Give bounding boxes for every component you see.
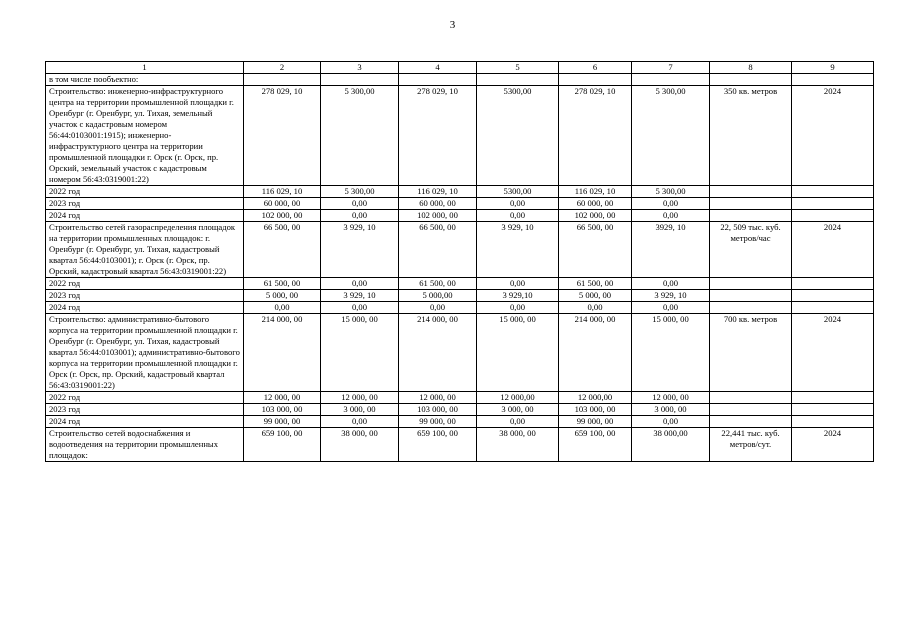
row-value-c2: 103 000, 00 — [244, 404, 321, 416]
row-value-c6: 12 000,00 — [559, 392, 632, 404]
row-value-c7: 0,00 — [632, 278, 710, 290]
row-description: Строительство сетей газораспределения площадок на территории промышленных площадок: г. Оренбург (г. Оренбург, ул. Тихая, кадастровый квартал 56:44:0103001); г. Орск (г. Орск, пр. Орский, кадастровый квартал 56:43:0319001:22) — [46, 222, 244, 278]
row-description: Строительство: инженерно-инфраструктурного центра на территории промышленной площадки г. Оренбург (г. Оренбург, ул. Тихая, земельный участок с кадастровым номером 56:44:0103001:1915); инженерно-инфраструктурного центра на территории промышленной площадки г. Орск (г. Орск, пр. Орский, земельный участок с кадастровым номером 56:43:0319001:22) — [46, 86, 244, 186]
row-value-c6: 66 500, 00 — [559, 222, 632, 278]
row-value-c3: 0,00 — [321, 198, 399, 210]
row-value-c9: 2024 — [792, 222, 874, 278]
row-value-c3: 0,00 — [321, 210, 399, 222]
object-row — [46, 314, 874, 392]
row-value-c4: 116 029, 10 — [399, 186, 477, 198]
row-description: 2023 год — [46, 290, 244, 302]
object-row — [46, 222, 874, 278]
row-description: Строительство: административно-бытового корпуса на территории промышленной площадки г. Оренбург (г. Оренбург, ул. Тихая, кадастровый квартал 56:44:0103001); административно-бытового корпуса на территории промышленной площадки г. Орск (г. Орск, пр. Орский, кадастровый квартал 56:43:0319001:22) — [46, 314, 244, 392]
row-value-c6: 278 029, 10 — [559, 86, 632, 186]
row-value-c4: 5 000,00 — [399, 290, 477, 302]
subtitle-cell: в том числе пообъектно: — [46, 74, 244, 86]
row-value-c4: 60 000, 00 — [399, 198, 477, 210]
row-value-c5: 15 000, 00 — [477, 314, 559, 392]
row-value-c5: 0,00 — [477, 278, 559, 290]
row-description: 2024 год — [46, 302, 244, 314]
row-value-c4: 66 500, 00 — [399, 222, 477, 278]
row-value-c2: 0,00 — [244, 302, 321, 314]
page-number: 3 — [449, 19, 456, 31]
row-value-c6: 659 100, 00 — [559, 428, 632, 462]
year-row — [46, 210, 874, 222]
header-cell: 8 — [710, 62, 792, 74]
year-row — [46, 392, 874, 404]
row-value-c8 — [710, 404, 792, 416]
row-value-c6: 61 500, 00 — [559, 278, 632, 290]
row-value-c9 — [792, 404, 874, 416]
row-value-c2: 12 000, 00 — [244, 392, 321, 404]
row-value-c2: 60 000, 00 — [244, 198, 321, 210]
row-value-c9 — [792, 392, 874, 404]
row-value-c7: 0,00 — [632, 198, 710, 210]
row-value-c3: 15 000, 00 — [321, 314, 399, 392]
row-value-c8 — [710, 210, 792, 222]
row-value-c4: 99 000, 00 — [399, 416, 477, 428]
row-value-c9 — [792, 210, 874, 222]
row-value-c2: 66 500, 00 — [244, 222, 321, 278]
year-row — [46, 278, 874, 290]
row-value-c5: 5300,00 — [477, 186, 559, 198]
row-value-c6: 60 000, 00 — [559, 198, 632, 210]
row-value-c7: 38 000,00 — [632, 428, 710, 462]
row-value-c5: 0,00 — [477, 210, 559, 222]
year-row — [46, 290, 874, 302]
row-value-c6: 99 000, 00 — [559, 416, 632, 428]
row-value-c3: 38 000, 00 — [321, 428, 399, 462]
year-row — [46, 404, 874, 416]
row-value-c7: 0,00 — [632, 302, 710, 314]
row-description: 2023 год — [46, 404, 244, 416]
row-value-c5: 38 000, 00 — [477, 428, 559, 462]
row-value-c3: 3 000, 00 — [321, 404, 399, 416]
row-value-c5: 3 000, 00 — [477, 404, 559, 416]
row-value-c5: 3 929,10 — [477, 290, 559, 302]
row-value-c7: 0,00 — [632, 210, 710, 222]
row-value-c8 — [710, 198, 792, 210]
row-value-c2: 99 000, 00 — [244, 416, 321, 428]
row-value-c8: 700 кв. метров — [710, 314, 792, 392]
header-cell: 7 — [632, 62, 710, 74]
row-value-c6: 116 029, 10 — [559, 186, 632, 198]
row-value-c8 — [710, 186, 792, 198]
row-value-c8 — [710, 278, 792, 290]
row-value-c8: 22,441 тыс. куб. метров/сут. — [710, 428, 792, 462]
row-value-c3: 5 300,00 — [321, 86, 399, 186]
object-row — [46, 86, 874, 186]
budget-table — [45, 61, 874, 462]
row-value-c8 — [710, 302, 792, 314]
row-value-c6: 103 000, 00 — [559, 404, 632, 416]
row-value-c5: 12 000,00 — [477, 392, 559, 404]
row-value-c4: 61 500, 00 — [399, 278, 477, 290]
row-value-c2: 659 100, 00 — [244, 428, 321, 462]
row-value-c4: 659 100, 00 — [399, 428, 477, 462]
header-cell: 4 — [399, 62, 477, 74]
header-cell: 5 — [477, 62, 559, 74]
row-value-c9: 2024 — [792, 428, 874, 462]
row-value-c9 — [792, 416, 874, 428]
header-row — [46, 62, 874, 74]
row-value-c5: 0,00 — [477, 416, 559, 428]
row-value-c5: 3 929, 10 — [477, 222, 559, 278]
row-value-c5: 0,00 — [477, 302, 559, 314]
row-description: 2022 год — [46, 186, 244, 198]
row-value-c3: 0,00 — [321, 416, 399, 428]
header-cell: 2 — [244, 62, 321, 74]
year-row — [46, 198, 874, 210]
row-description: Строительство сетей водоснабжения и водоотведения на территории промышленных площадок: — [46, 428, 244, 462]
subtitle-row — [46, 74, 874, 86]
year-row — [46, 302, 874, 314]
row-value-c8 — [710, 290, 792, 302]
row-value-c8 — [710, 392, 792, 404]
row-value-c5: 5300,00 — [477, 86, 559, 186]
row-description: 2022 год — [46, 392, 244, 404]
row-value-c2: 102 000, 00 — [244, 210, 321, 222]
row-description: 2024 год — [46, 210, 244, 222]
row-value-c9 — [792, 278, 874, 290]
row-description: 2023 год — [46, 198, 244, 210]
year-row — [46, 186, 874, 198]
row-value-c4: 102 000, 00 — [399, 210, 477, 222]
row-value-c4: 278 029, 10 — [399, 86, 477, 186]
row-value-c7: 3 929, 10 — [632, 290, 710, 302]
row-value-c9 — [792, 290, 874, 302]
row-value-c2: 61 500, 00 — [244, 278, 321, 290]
row-value-c7: 12 000, 00 — [632, 392, 710, 404]
row-value-c6: 0,00 — [559, 302, 632, 314]
row-value-c5: 0,00 — [477, 198, 559, 210]
row-value-c6: 102 000, 00 — [559, 210, 632, 222]
row-value-c9 — [792, 198, 874, 210]
row-value-c7: 3929, 10 — [632, 222, 710, 278]
row-value-c9 — [792, 186, 874, 198]
row-value-c4: 214 000, 00 — [399, 314, 477, 392]
row-value-c8: 350 кв. метров — [710, 86, 792, 186]
row-value-c6: 5 000, 00 — [559, 290, 632, 302]
row-value-c4: 0,00 — [399, 302, 477, 314]
row-value-c3: 3 929, 10 — [321, 222, 399, 278]
header-cell: 9 — [792, 62, 874, 74]
row-value-c7: 5 300,00 — [632, 86, 710, 186]
header-cell: 6 — [559, 62, 632, 74]
row-value-c3: 0,00 — [321, 278, 399, 290]
row-description: 2022 год — [46, 278, 244, 290]
row-value-c2: 5 000, 00 — [244, 290, 321, 302]
row-value-c3: 5 300,00 — [321, 186, 399, 198]
row-value-c4: 103 000, 00 — [399, 404, 477, 416]
object-row — [46, 428, 874, 462]
row-value-c7: 15 000, 00 — [632, 314, 710, 392]
row-value-c3: 12 000, 00 — [321, 392, 399, 404]
row-value-c4: 12 000, 00 — [399, 392, 477, 404]
row-value-c6: 214 000, 00 — [559, 314, 632, 392]
year-row — [46, 416, 874, 428]
row-value-c2: 116 029, 10 — [244, 186, 321, 198]
row-value-c3: 3 929, 10 — [321, 290, 399, 302]
header-cell: 3 — [321, 62, 399, 74]
row-value-c9: 2024 — [792, 86, 874, 186]
row-value-c7: 0,00 — [632, 416, 710, 428]
row-value-c3: 0,00 — [321, 302, 399, 314]
row-value-c2: 214 000, 00 — [244, 314, 321, 392]
row-value-c9: 2024 — [792, 314, 874, 392]
row-value-c2: 278 029, 10 — [244, 86, 321, 186]
row-description: 2024 год — [46, 416, 244, 428]
row-value-c8 — [710, 416, 792, 428]
row-value-c7: 3 000, 00 — [632, 404, 710, 416]
header-cell: 1 — [46, 62, 244, 74]
row-value-c7: 5 300,00 — [632, 186, 710, 198]
row-value-c8: 22, 509 тыс. куб. метров/час — [710, 222, 792, 278]
row-value-c9 — [792, 302, 874, 314]
